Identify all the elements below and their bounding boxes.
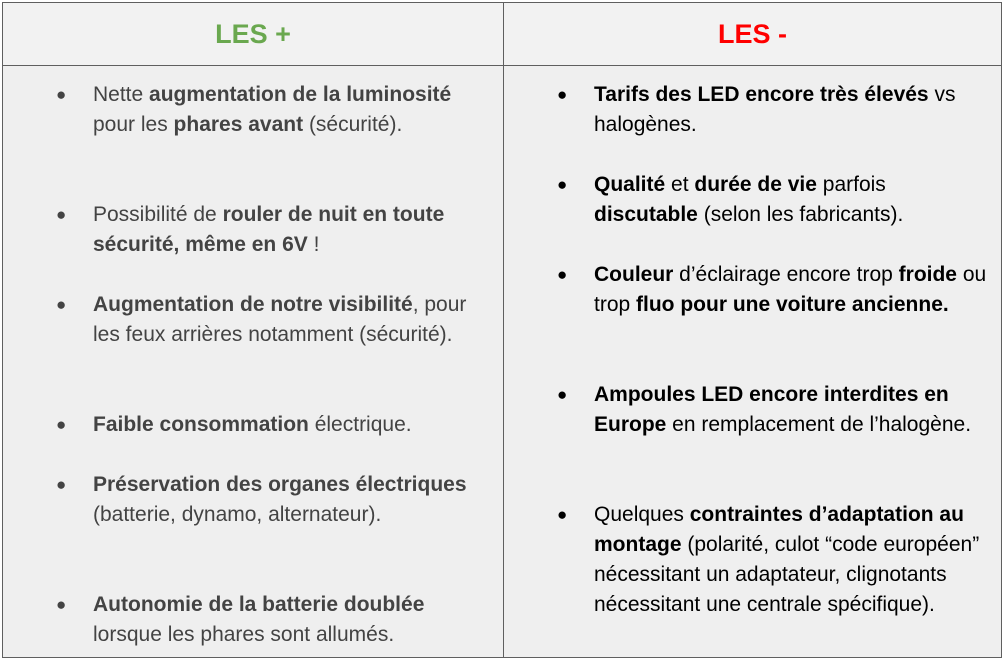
pros-item-text: Autonomie de la batterie doublée — [93, 593, 425, 616]
pros-item-text: Préservation des organes électriques — [93, 473, 467, 496]
bullet-icon: ● — [56, 205, 67, 224]
bullet-icon: ● — [56, 475, 67, 494]
pros-item-text: (batterie, dynamo, alternateur). — [93, 503, 382, 526]
cons-item — [557, 500, 994, 620]
pros-item — [56, 80, 491, 140]
cons-item-text: Couleur — [594, 263, 674, 286]
body-row — [3, 66, 1001, 657]
cons-item-text: durée de vie — [694, 173, 817, 196]
pros-item-text: , pour les feux arrières notamment (sécurité). — [93, 293, 467, 346]
cons-header: LES - — [504, 3, 1001, 65]
pros-item — [56, 290, 491, 350]
pros-item-text: Faible consommation — [93, 413, 309, 436]
bullet-icon: ● — [56, 295, 67, 314]
pros-item-text: Possibilité de — [93, 203, 223, 226]
pros-cons-table — [2, 2, 1002, 658]
pros-item — [56, 410, 491, 440]
cons-item — [557, 380, 994, 440]
pros-item-text: électrique. — [308, 413, 412, 436]
bullet-icon: ● — [557, 505, 568, 524]
cons-item-text: contraintes d’adaptation au montage — [594, 503, 964, 556]
bullet-icon: ● — [557, 175, 568, 194]
cons-item-text: Tarifs des LED encore très élevés — [594, 83, 929, 106]
bullet-icon: ● — [56, 85, 67, 104]
pros-header: LES + — [3, 3, 503, 65]
cons-item-text: Qualité — [594, 173, 666, 196]
cons-item-text: et — [665, 173, 695, 196]
pros-item-text: (sécurité). — [303, 113, 403, 136]
pros-item — [56, 470, 491, 530]
bullet-icon: ● — [557, 265, 568, 284]
cons-item — [557, 80, 994, 140]
cons-item — [557, 170, 994, 230]
pros-item-text: Augmentation de notre visibilité — [93, 293, 413, 316]
cons-item-text: (polarité, culot “code européen” nécessitant un adaptateur, clignotants nécessitant une centrale spécifique). — [594, 533, 980, 616]
cons-item-text: ou trop — [594, 263, 987, 316]
bullet-icon: ● — [557, 85, 568, 104]
cons-item-text: d’éclairage encore trop — [673, 263, 899, 286]
cons-item-text: Quelques — [594, 503, 690, 526]
bullet-icon: ● — [557, 385, 568, 404]
cons-item-text: Ampoules LED encore interdites en Europe — [594, 383, 949, 436]
cons-item-text: en remplacement de l’halogène. — [666, 413, 972, 436]
header-row — [3, 3, 1001, 66]
pros-cell — [3, 66, 503, 657]
cons-item — [557, 260, 994, 320]
pros-item-text: rouler de nuit en toute sécurité, même en 6V — [93, 203, 445, 256]
cons-item-text: (selon les fabricants). — [697, 203, 904, 226]
pros-item-text: ! — [307, 233, 320, 256]
pros-item-text: Nette — [93, 83, 150, 106]
pros-item-text: lorsque les phares sont allumés. — [93, 623, 395, 646]
pros-item-text: pour les — [93, 113, 174, 136]
bullet-icon: ● — [56, 595, 67, 614]
pros-item-text: phares avant — [173, 113, 304, 136]
pros-item — [56, 590, 491, 650]
cons-item-text: discutable — [594, 203, 698, 226]
bullet-icon: ● — [56, 415, 67, 434]
cons-item-text: parfois — [816, 173, 886, 196]
pros-item-text: augmentation de la luminosité — [149, 83, 452, 106]
pros-item — [56, 200, 491, 260]
cons-item-text: vs halogènes. — [594, 83, 956, 136]
cons-item-text: froide — [898, 263, 957, 286]
cons-cell — [504, 66, 1001, 657]
cons-item-text: fluo pour une voiture ancienne. — [636, 293, 949, 316]
